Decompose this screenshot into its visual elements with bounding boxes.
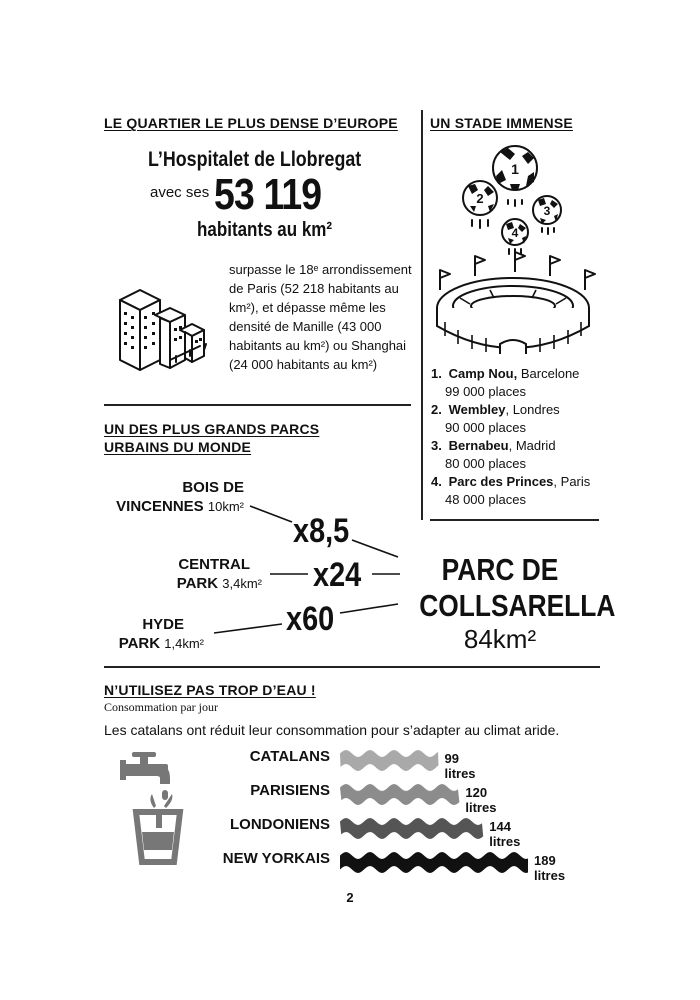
stade-city: Barcelone — [517, 366, 580, 381]
stade-name: Wembley — [448, 402, 506, 417]
divider — [104, 666, 600, 668]
wave-bar — [340, 750, 439, 771]
ball-label: 3 — [543, 204, 551, 218]
stade-city: , Paris — [553, 474, 591, 489]
stade-city: , Londres — [505, 402, 560, 417]
stade-places: 48 000 places — [445, 492, 526, 507]
dense-unit: habitants au km² — [197, 219, 333, 241]
dense-city: L’Hospitalet de Llobregat — [148, 148, 362, 171]
row-label: LONDONIENS — [229, 816, 330, 833]
dense-number: 53 119 — [214, 170, 322, 219]
stade-name: Bernabeu — [448, 438, 509, 453]
hyde-factor: x60 — [286, 600, 335, 638]
ball-label: 1 — [511, 161, 519, 177]
central-size: 3,4km² — [222, 576, 262, 591]
eau-intro: Les catalans ont réduit leur consommation pour s’adapter au climat aride. — [104, 722, 560, 738]
row-litres: 120 litres — [465, 785, 497, 815]
collsarella-name1: PARC DE — [441, 552, 559, 587]
dense-text-line: densité de Manille (43 000 — [229, 319, 382, 334]
ball-label: 2 — [476, 191, 484, 206]
hyde-name1: HYDE — [142, 616, 184, 633]
collsarella-size: 84km² — [463, 624, 537, 654]
stade-num: 4. — [431, 474, 442, 489]
stade-places: 80 000 places — [445, 456, 526, 471]
dense-text-line: surpasse le 18ᵉ arrondissement — [229, 262, 412, 277]
dense-text-line: (24 000 habitants au km²) — [229, 357, 378, 372]
collsarella-label — [405, 552, 616, 654]
vincennes-size: 10km² — [207, 499, 244, 514]
row-litres: 189 litres — [534, 853, 566, 883]
eau-heading: N’UTILISEZ PAS TROP D’EAU ! — [104, 682, 316, 698]
hyde-size: 1,4km² — [164, 636, 204, 651]
vincennes-factor: x8,5 — [293, 512, 350, 550]
stade-num: 2. — [431, 402, 442, 417]
row-litres: 144 litres — [489, 819, 521, 849]
stade-places: 90 000 places — [445, 420, 526, 435]
ball-label: 4 — [511, 226, 519, 240]
wave-bar — [340, 852, 528, 873]
row-label: CATALANS — [249, 748, 330, 765]
dense-text-line: habitants au km²) ou Shanghai — [229, 338, 407, 353]
stade-name: Parc des Princes — [448, 474, 554, 489]
stade-num: 3. — [431, 438, 442, 453]
row-litres: 99 litres — [444, 751, 476, 781]
stade-heading: UN STADE IMMENSE — [430, 115, 573, 131]
parcs-heading-line: URBAINS DU MONDE — [104, 439, 252, 455]
vincennes-name1: BOIS DE — [182, 479, 244, 496]
row-label: PARISIENS — [250, 782, 330, 799]
row-label: NEW YORKAIS — [222, 850, 330, 867]
wave-bar — [340, 784, 459, 805]
page-number: 2 — [346, 890, 354, 905]
central-factor: x24 — [313, 556, 362, 594]
dense-text-line: de Paris (52 218 habitants au — [229, 281, 399, 296]
vincennes-name2: VINCENNES — [116, 498, 204, 515]
dense-text-line: km²), et dépasse même les — [229, 300, 386, 315]
stade-name: Camp Nou, — [448, 366, 518, 381]
central-name1: CENTRAL — [178, 556, 250, 573]
eau-subtitle: Consommation par jour — [104, 700, 218, 714]
stade-city: , Madrid — [508, 438, 556, 453]
central-name2: PARK — [176, 575, 219, 592]
wave-bar — [340, 818, 483, 839]
collsarella-name2: COLLSARELLA — [419, 588, 616, 623]
stade-places: 99 000 places — [445, 384, 526, 399]
dense-prefix: avec ses — [150, 184, 210, 201]
dense-heading: LE QUARTIER LE PLUS DENSE D’EUROPE — [104, 115, 398, 131]
parcs-heading-line: UN DES PLUS GRANDS PARCS — [104, 421, 320, 437]
hyde-name2: PARK — [118, 635, 161, 652]
stade-num: 1. — [431, 366, 442, 381]
